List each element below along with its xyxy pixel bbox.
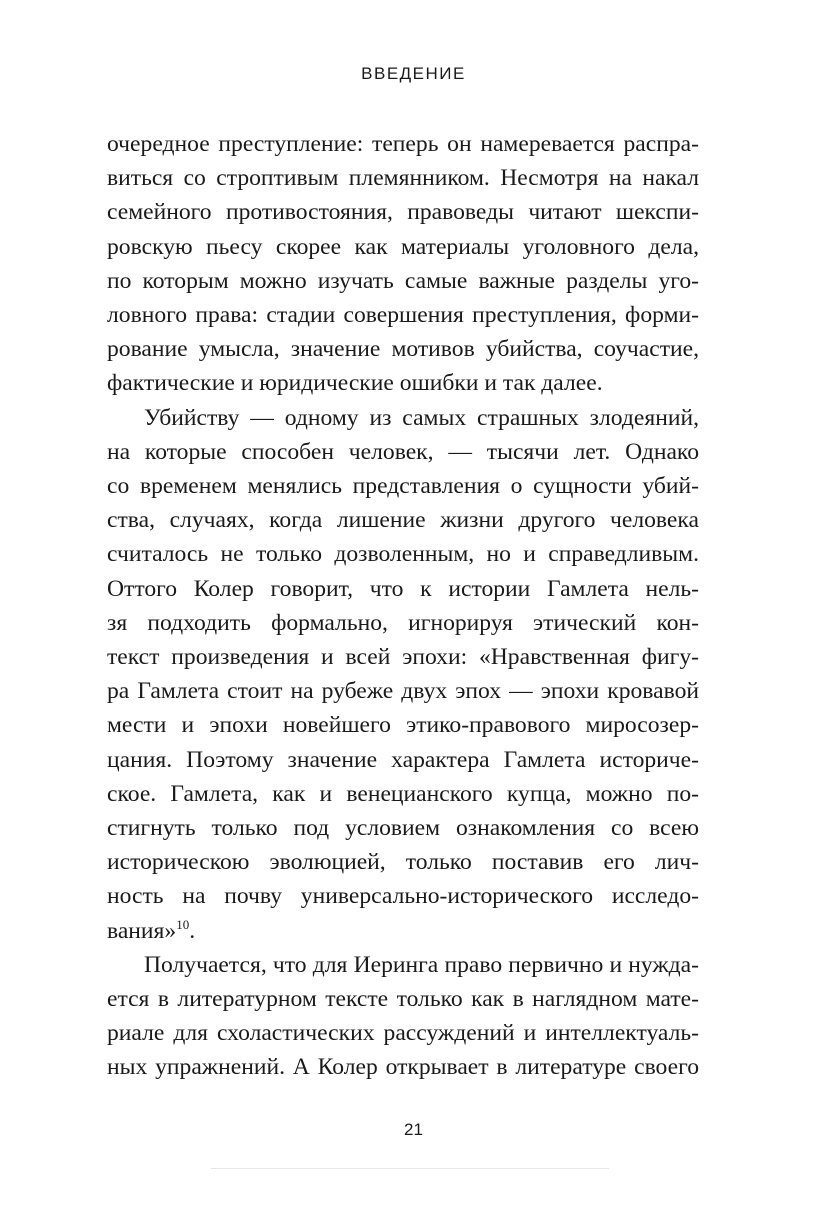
text-line: семейного противостояния, правоведы читают шекспи-: [107, 199, 699, 226]
text-line: фактические и юридические ошибки и так далее.: [107, 370, 603, 397]
text-line: ское. Гамлета, как и венецианского купца, можно по-: [107, 780, 699, 807]
text-line: очередное преступление: теперь он намеревается распра-: [107, 131, 699, 157]
paragraph: [107, 127, 699, 401]
text-line: ных упражнений. А Колер открывает в литературе своего: [107, 1054, 699, 1081]
text-line: ется в литературном тексте только как в наглядном мате-: [107, 986, 699, 1013]
sentence-end: .: [189, 917, 196, 944]
text-line: со временем менялись представления о сущности убий-: [107, 473, 699, 500]
text-line: зя подходить формально, игнорируя этический кон-: [107, 609, 699, 636]
paragraph: [107, 948, 699, 1085]
text-line: рование умысла, значение мотивов убийства, соучастие,: [107, 336, 699, 363]
text-line: ра Гамлета стоит на рубеже двух эпох — эпохи кровавой: [107, 678, 699, 705]
text-line: [107, 914, 699, 948]
text-line: ства, случаях, когда лишение жизни другого человека: [107, 507, 699, 534]
text-line: по которым можно изучать самые важные разделы уго-: [107, 267, 699, 294]
text-fragment: вания»: [107, 917, 177, 944]
text-line: Оттого Колер говорит, что к истории Гамлета нель-: [107, 575, 699, 602]
text-line: считалось не только дозволенным, но и справедливым.: [107, 541, 699, 568]
bottom-divider: [211, 1168, 609, 1169]
text-line: виться со строптивым племянником. Несмотря на накал: [107, 165, 699, 192]
text-line: Получается, что для Иеринга право первично и нужда-: [144, 951, 699, 978]
text-line: цания. Поэтому значение характера Гамлета историче-: [107, 746, 699, 773]
text-line: мести и эпохи новейшего этико-правового миросозер-: [107, 712, 699, 739]
text-line: историческою эволюцией, только поставив его лич-: [107, 849, 699, 876]
text-line: стигнуть только под условием ознакомления со всею: [107, 815, 699, 842]
text-line: риале для схоластических рассуждений и интеллектуаль-: [107, 1020, 699, 1047]
text-line: ность на почву универсально-исторического исследо-: [107, 883, 699, 910]
page-number: 21: [404, 1120, 423, 1139]
text-line: Убийству — одному из самых страшных злодеяний,: [144, 404, 699, 431]
text-line: ровскую пьесу скорее как материалы уголовного дела,: [107, 233, 699, 260]
text-line: текст произведения и всей эпохи: «Нравственная фигу-: [107, 644, 699, 671]
body-text: [107, 127, 699, 1085]
text-line: на которые способен человек, — тысячи лет. Однако: [107, 438, 699, 465]
text-line: ловного права: стадии совершения преступления, форми-: [107, 302, 699, 329]
running-head: ВВЕДЕНИЕ: [361, 64, 466, 83]
paragraph: [107, 401, 699, 948]
footnote-reference[interactable]: 10: [176, 916, 190, 932]
